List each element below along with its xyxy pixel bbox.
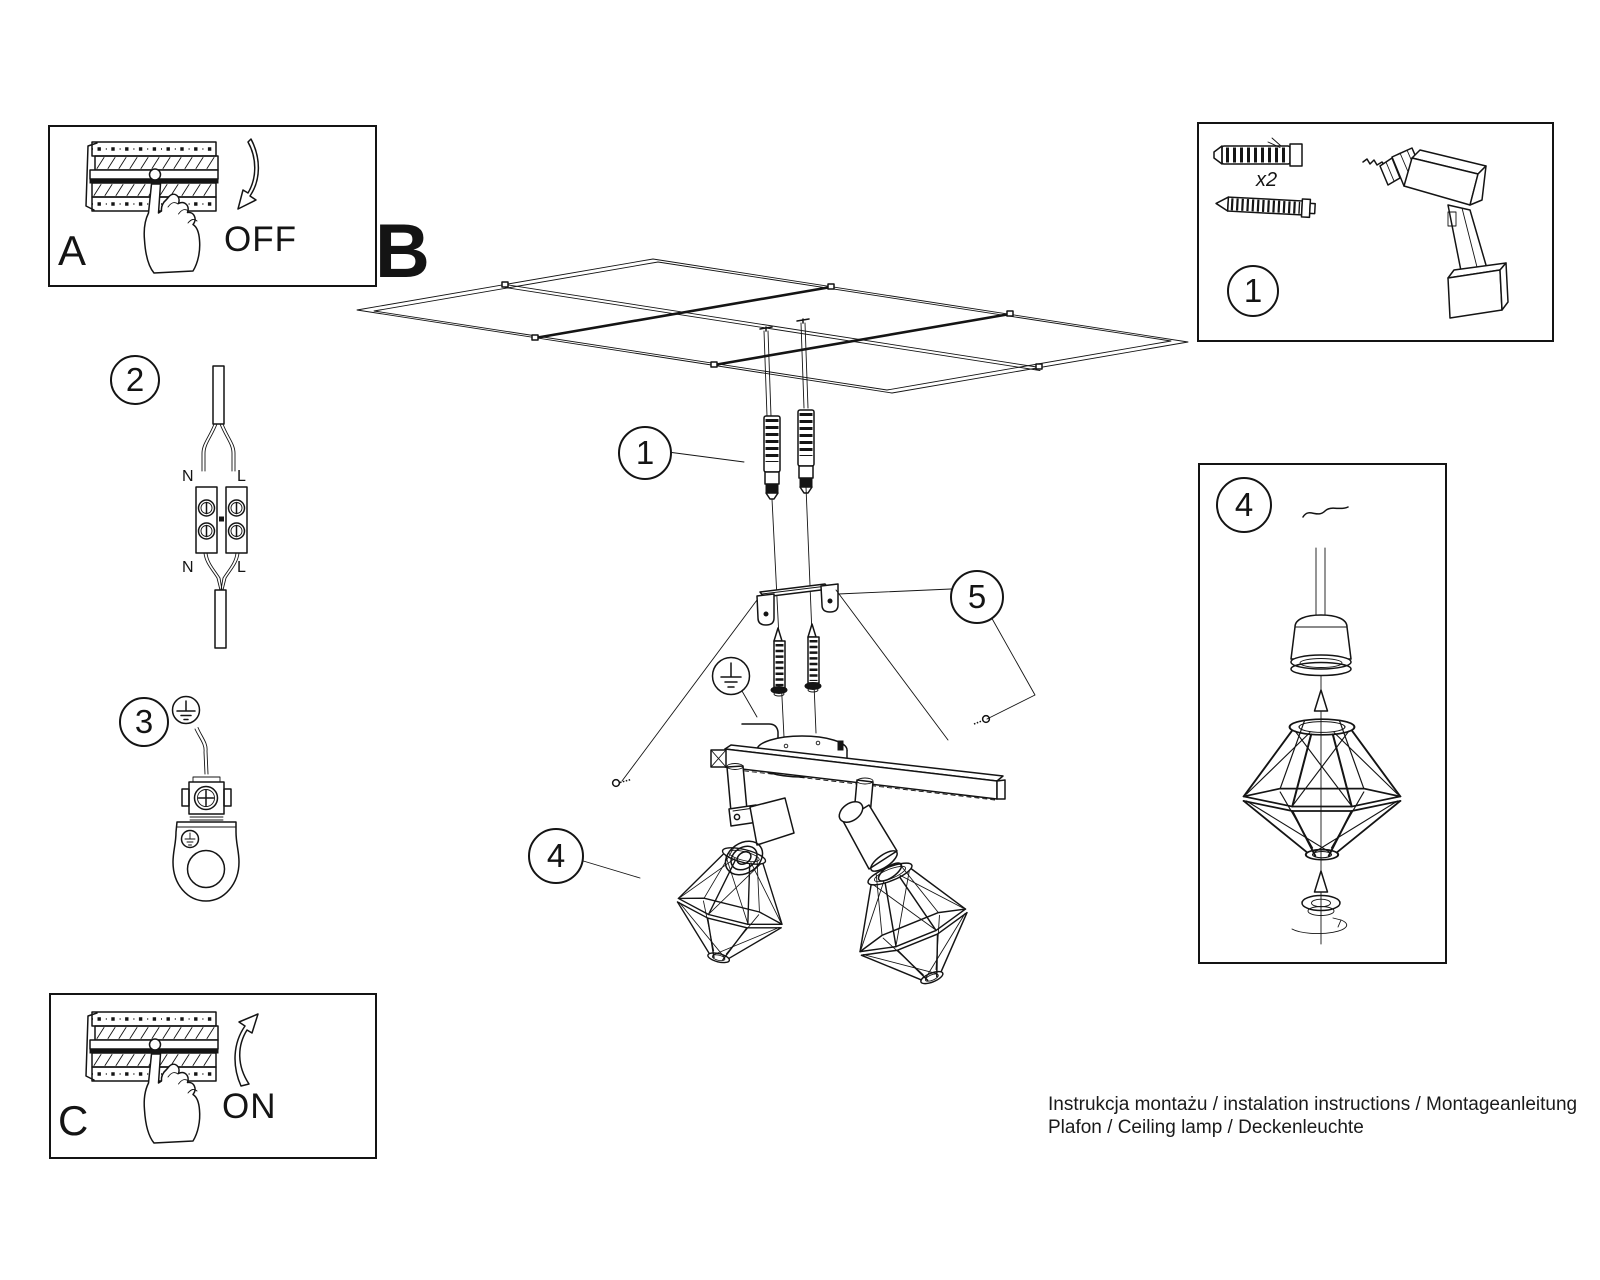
on-label: ON <box>222 1087 277 1126</box>
ceiling-lamp <box>613 716 1005 1003</box>
screw-icon <box>1216 194 1316 217</box>
assembly-arrow-icon <box>1315 871 1328 892</box>
terminal-n-label: N <box>182 559 194 576</box>
arrow-down-icon <box>238 139 258 209</box>
step-circle-ground: 3 <box>119 697 169 747</box>
mounting-screw-icon <box>771 628 787 696</box>
ground-terminal-diagram <box>173 697 240 902</box>
wire-cage-shade <box>835 846 986 1003</box>
wall-plug-icon <box>1214 138 1302 166</box>
assembly-arrow-icon <box>1315 690 1328 711</box>
drill-icon <box>1363 148 1508 318</box>
callout-circle-anchor: 1 <box>618 426 672 480</box>
footer-title-line: Instrukcja montażu / instalation instructions / Montageanleitung <box>1048 1094 1578 1115</box>
ceiling-grid <box>357 259 1188 393</box>
shade-exploded-view <box>1244 507 1401 944</box>
panel-b-label: B <box>375 209 430 294</box>
terminal-l-label: L <box>237 559 246 576</box>
panel-c-label: C <box>58 1097 89 1144</box>
terminal-l-label: L <box>237 468 246 485</box>
wire-cage-shade <box>1244 719 1401 860</box>
anchor-quantity-label: x2 <box>1256 169 1278 191</box>
wiring-diagram <box>196 366 247 648</box>
callout-circle-shade: 4 <box>528 828 584 884</box>
right-lamp-arm <box>835 778 904 884</box>
wall-anchor-icon <box>798 410 814 493</box>
off-label: OFF <box>224 220 297 259</box>
panel-a-label: A <box>58 227 87 274</box>
step-circle-shade-detail: 4 <box>1216 477 1272 533</box>
mounting-bracket <box>757 584 838 696</box>
terminal-n-label: N <box>182 468 194 485</box>
footer-product-line: Plafon / Ceiling lamp / Deckenleuchte <box>1048 1117 1364 1138</box>
wall-anchor-icon <box>764 416 780 499</box>
rotate-arrow-icon <box>1292 918 1347 934</box>
step-circle-tools: 1 <box>1227 265 1279 317</box>
mounting-screw-icon <box>805 624 821 692</box>
arrow-up-icon <box>235 1014 258 1086</box>
ground-symbol-icon <box>713 658 750 695</box>
callout-circle-bracket: 5 <box>950 570 1004 624</box>
side-screw-icon <box>974 716 989 724</box>
ground-symbol-icon <box>173 697 200 724</box>
step-circle-wiring: 2 <box>110 355 160 405</box>
